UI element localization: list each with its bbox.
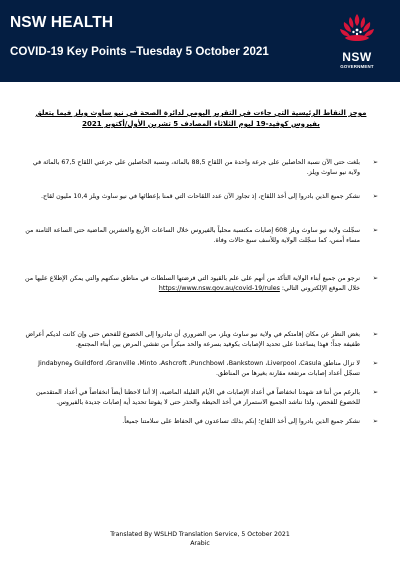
- nsw-government-logo: [335, 12, 379, 74]
- list-item: [20, 417, 382, 427]
- footer: [0, 531, 400, 548]
- point-text: نرجو من جميع أبناء الولاية التأكد من أنهم على علم بالقيود التي فرضتها السلطات في مناطق سكنهم والتي يمكن الإطلاع عليها من خلال الموقع الإلكتروني التالي:: [24, 275, 360, 292]
- document-title: موجز النقاط الرئيسية التي جاءت في التقرير اليومي لدائرة الصحة في نيو ساوث ويلز فيما يتعلق بفيروس كوفيد-19 ليوم الثلاثاء المصادف 5 تشرين الأول/أكتوبر 2021: [35, 109, 367, 128]
- point-text: لا تزال مناطق Guildford ،Granville ،Minto ،Ashcroft ،Punchbowl ،Bankstown ،Liverpool ،Casula وJindabyne تسجّل أعداد إصابات مرتفعة مقارنة بغيرها من المناطق.: [38, 360, 360, 377]
- point-text: سجّلت ولاية نيو ساوث ويلز 608 إصابات مكتسبة محلياً بالفيروس خلال الساعات الأربع والعشرين الماضية حتى الساعة الثامنة من مساء أمس، كما سجّلت الولاية وللأسف سبع حالات وفاة.: [25, 227, 360, 244]
- list-item: [20, 388, 382, 408]
- list-item: [20, 274, 382, 294]
- header-subtitle: COVID-19 Key Points –Tuesday 5 October 2021: [10, 45, 269, 58]
- logo-tagline: GOVERNMENT: [340, 64, 374, 69]
- arrow-bullet-icon: ➢: [372, 193, 378, 200]
- point-text: بغض النظر عن مكان إقامتكم في ولاية نيو ساوث ويلز، من الضروري أن تبادروا إلى الخضوع للفحص حتى وإن كانت لديكم أعراض طفيفة جداً؛ فهذا يساعدنا على تحديد الإصابات بكوفيد بسرعة والحد مبكراً من تفشي المرض بين أبناء المجتمع.: [25, 331, 360, 348]
- list-item: [20, 359, 382, 379]
- document-body: [20, 108, 382, 427]
- arrow-bullet-icon: ➢: [372, 159, 378, 166]
- key-points-list: [20, 158, 382, 427]
- arrow-bullet-icon: ➢: [372, 275, 378, 282]
- point-text: نشكر جميع الذين بادروا إلى أخذ اللقاح؛ إنكم بذلك تساعدون في الحفاظ على سلامتنا جميعاً.: [122, 418, 360, 425]
- language-label: Arabic: [190, 539, 210, 547]
- list-item: [20, 226, 382, 246]
- arrow-bullet-icon: ➢: [372, 389, 378, 396]
- point-text: بالرغم من أننا قد شهدنا انخفاضاً في أعداد الإصابات في الأيام القليلة الماضية، إلا أننا لاحظنا أيضاً انخفاضاً في أعداد المتقدمين للخضوع للفحص، ولذا نناشد الجميع الاستمرار في أخذ الحيطة والحذر حتى لا يفوتنا تحديد أية إصابات جديدة بالفيروس.: [36, 389, 360, 406]
- point-text: نشكر جميع الذين بادروا إلى أخذ اللقاح، إذ تجاوز الآن عدد اللقاحات التي قمنا بإعطائها في نيو ساوث ويلز 10,4 مليون لقاح.: [41, 193, 360, 200]
- arrow-bullet-icon: ➢: [372, 331, 378, 338]
- waratah-flower-icon: [335, 12, 379, 50]
- arrow-bullet-icon: ➢: [372, 360, 378, 367]
- list-item: [20, 330, 382, 350]
- arrow-bullet-icon: ➢: [372, 227, 378, 234]
- point-text: بلغت حتى الآن نسبة الحاصلين على جرعة واحدة من اللقاح 88,5 بالمائة، ونسبة الحاصلين على جرعتي اللقاح 67,5 بالمائة في ولاية نيو ساوث ويلز.: [32, 159, 360, 176]
- arrow-bullet-icon: ➢: [372, 418, 378, 425]
- header-title: NSW HEALTH: [10, 14, 114, 31]
- list-item: [20, 192, 382, 202]
- logo-wordmark: NSW: [342, 50, 372, 64]
- list-item: [20, 158, 382, 178]
- restrictions-link[interactable]: https://www.nsw.gov.au/covid-19/rules: [158, 285, 280, 292]
- translation-credit: Translated By WSLHD Translation Service, 5 October 2021: [110, 531, 290, 538]
- header-banner: [0, 0, 400, 82]
